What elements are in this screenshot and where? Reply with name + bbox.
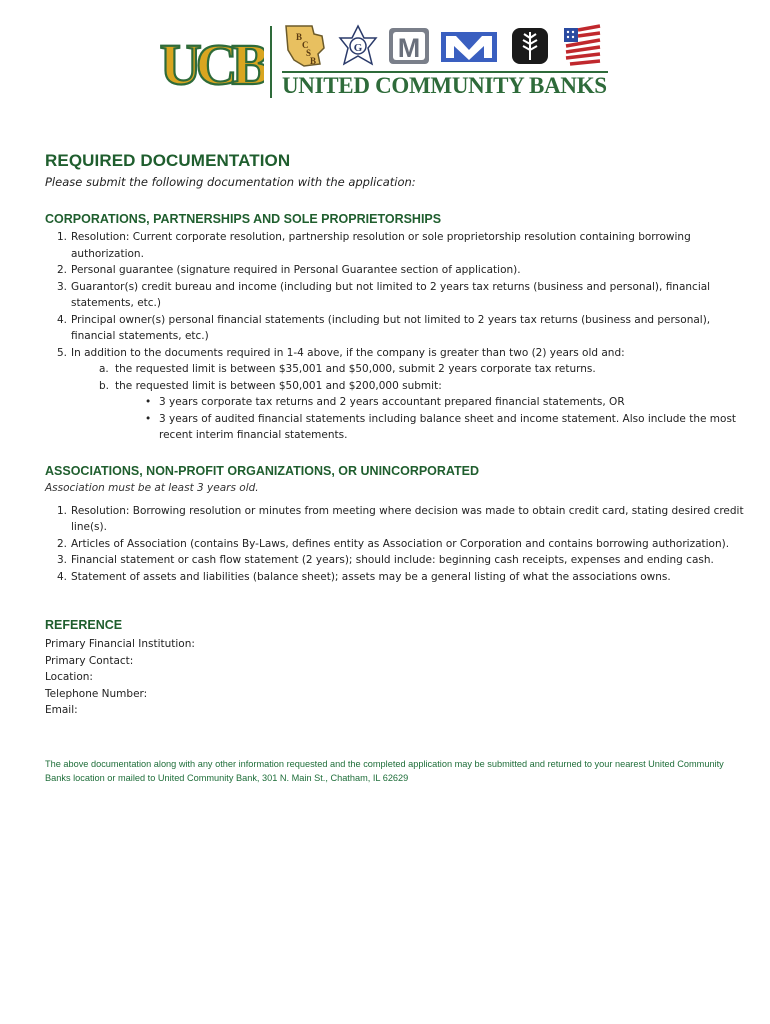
svg-text:B: B	[296, 32, 303, 42]
item-number: 5.	[57, 346, 68, 359]
flag-icon	[560, 24, 604, 68]
reference-section	[45, 617, 745, 719]
list-item	[45, 262, 745, 279]
sub-item-text: the requested limit is between $50,001 and $200,000 submit:	[115, 379, 442, 392]
list-item	[45, 229, 745, 262]
cross-seal-icon	[338, 24, 378, 68]
sub-list	[71, 361, 745, 444]
item-number: 4.	[57, 570, 68, 583]
intro-text: Please submit the following documentation with the application:	[45, 175, 416, 189]
bullet-item	[115, 411, 745, 444]
item-number: 1.	[57, 504, 68, 517]
svg-text:S: S	[306, 48, 312, 58]
page-title: REQUIRED DOCUMENTATION	[45, 151, 291, 170]
affiliate-icons	[282, 24, 612, 70]
reference-field-institution: Primary Financial Institution:	[45, 638, 195, 650]
reference-fields	[45, 636, 745, 719]
item-number: 3.	[57, 280, 68, 293]
footer-note: The above documentation along with any other information requested and the completed application may be submitted and returned to your nearest United Community Banks location or mailed to United Community Bank, 301 N. Main St., Chatham, IL 62629	[45, 759, 724, 783]
associations-note: Association must be at least 3 years old.	[45, 481, 259, 494]
wheat-seal-icon	[510, 24, 550, 68]
sub-item-text: the requested limit is between $35,001 and $50,000, submit 2 years corporate tax returns.	[115, 363, 596, 375]
sub-list-item	[71, 378, 745, 444]
list-item	[45, 279, 745, 312]
ucb-logo	[160, 22, 610, 100]
svg-text:C: C	[302, 40, 309, 50]
item-text: Statement of assets and liabilities (balance sheet); assets may be a general listing of what the associations owns.	[71, 570, 671, 583]
corporations-section	[45, 211, 745, 444]
item-text: Financial statement or cash flow statement (2 years); should include: beginning cash receipts, expenses and ending cash.	[71, 554, 714, 566]
list-item	[45, 569, 745, 586]
reference-field-location: Location:	[45, 671, 93, 683]
item-number: 4.	[57, 313, 68, 326]
item-text: Resolution: Current corporate resolution, partnership resolution or sole proprietorship resolution containing borrowing authorization.	[71, 231, 691, 260]
item-number: 1.	[57, 231, 68, 243]
item-text: Resolution: Borrowing resolution or minutes from meeting where decision was made to obtain credit card, stating desired credit line(s).	[71, 504, 744, 533]
associations-heading: ASSOCIATIONS, NON-PROFIT ORGANIZATIONS, OR UNINCORPORATED	[45, 463, 480, 478]
item-number: 3.	[57, 554, 68, 566]
document-body	[45, 150, 745, 719]
item-text: Articles of Association (contains By-Laws, defines entity as Association or Corporation and contains borrowing authorization).	[71, 537, 730, 550]
svg-text:B: B	[310, 56, 317, 66]
bullet-dot: •	[145, 396, 152, 408]
svg-text:G: G	[353, 42, 363, 54]
bullet-list	[115, 394, 745, 444]
logo-divider	[270, 26, 272, 98]
corporations-heading: CORPORATIONS, PARTNERSHIPS AND SOLE PROPRIETORSHIPS	[45, 212, 442, 226]
reference-heading: REFERENCE	[45, 618, 123, 632]
bullet-item	[115, 394, 745, 411]
letter-m-grey-icon	[388, 24, 430, 68]
ucb-monogram-text: UCB	[160, 32, 264, 97]
bullet-text: 3 years corporate tax returns and 2 years accountant prepared financial statements, OR	[159, 396, 625, 408]
bullet-text: 3 years of audited financial statements including balance sheet and income statement. Also include the most recent interim financial statements.	[159, 412, 737, 441]
bullet-dot: •	[145, 412, 152, 425]
svg-text:M: M	[397, 33, 421, 63]
letter-m-blue-icon	[440, 24, 498, 68]
list-item	[45, 503, 745, 536]
item-text: Personal guarantee (signature required in Personal Guarantee section of application).	[71, 264, 521, 276]
item-number: 2.	[57, 537, 68, 550]
bank-wordmark: UNITED COMMUNITY BANKS	[282, 73, 607, 98]
corporations-list	[45, 229, 745, 444]
associations-list	[45, 503, 745, 586]
list-item	[45, 312, 745, 345]
bcsb-map-icon	[282, 24, 328, 68]
sub-item-letter: b.	[99, 379, 110, 392]
list-item	[45, 536, 745, 553]
sub-list-item	[71, 361, 745, 378]
item-text: Principal owner(s) personal financial statements (including but not limited to 2 years tax returns (business and personal), financial statements, etc.)	[71, 313, 711, 342]
associations-section	[45, 463, 745, 586]
item-text: In addition to the documents required in 1-4 above, if the company is greater than two (2) years old and:	[71, 346, 625, 359]
sub-item-letter: a.	[99, 363, 109, 375]
item-text: Guarantor(s) credit bureau and income (including but not limited to 2 years tax returns (business and personal), financial statements, etc.)	[71, 280, 711, 309]
reference-field-email: Email:	[45, 704, 78, 716]
reference-field-telephone: Telephone Number:	[45, 687, 148, 700]
list-item	[45, 345, 745, 444]
list-item	[45, 552, 745, 569]
item-number: 2.	[57, 264, 68, 276]
reference-field-contact: Primary Contact:	[45, 654, 134, 667]
ucb-monogram-logo	[160, 22, 264, 100]
